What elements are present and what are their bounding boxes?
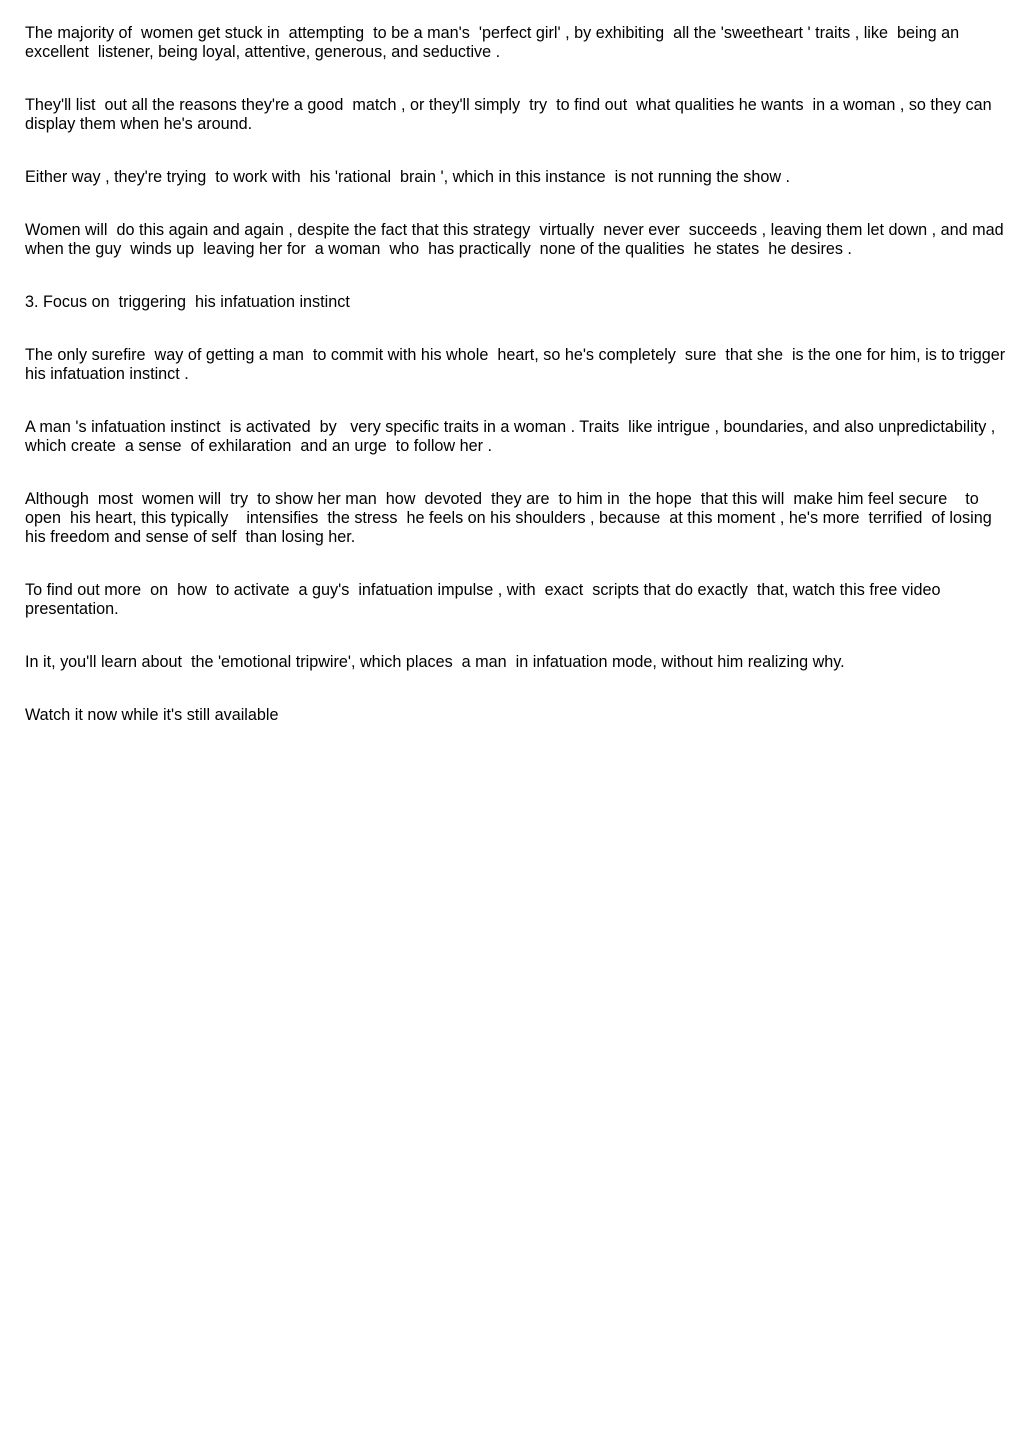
- paragraph-devotion-stress: Although most women will try to show her man how devoted they are to him in the hope that this will make him feel secure to open his heart, this typically intensifies the stress he feels on his shoulders , because at this moment , he's more terrified of losing his freedom and sense of self than losing her.: [25, 490, 997, 546]
- document-body: [25, 24, 1015, 759]
- paragraph-call-to-action: Watch it now while it's still available: [25, 706, 279, 724]
- paragraph-surefire-way: The only surefire way of getting a man to commit with his whole heart, so he's completely sure that she is the one for him, is to trigger his infatuation instinct .: [25, 346, 1015, 383]
- paragraph-perfect-girl: The majority of women get stuck in attempting to be a man's 'perfect girl' , by exhibiting all the 'sweetheart ' traits , like being an excellent listener, being loyal, attentive, generous, and seductive .: [25, 24, 964, 61]
- paragraph-emotional-tripwire: In it, you'll learn about the 'emotional tripwire', which places a man in infatuation mode, without him realizing why.: [25, 653, 845, 671]
- paragraph-strategy-fails: Women will do this again and again , despite the fact that this strategy virtually never ever succeeds , leaving them let down , and mad when the guy winds up leaving her for a woman who has practically none of the qualities he states he desires .: [25, 221, 1013, 258]
- paragraph-specific-traits: A man 's infatuation instinct is activated by very specific traits in a woman . Traits like intrigue , boundaries, and also unpredictability , which create a sense of exhilaration and an urge to follow her .: [25, 418, 1000, 455]
- paragraph-video-presentation: To find out more on how to activate a guy's infatuation impulse , with exact scripts that do exactly that, watch this free video presentation.: [25, 581, 945, 618]
- section-heading-infatuation-instinct: 3. Focus on triggering his infatuation instinct: [25, 293, 350, 311]
- paragraph-good-match: They'll list out all the reasons they're a good match , or they'll simply try to find out what qualities he wants in a woman , so they can display them when he's around.: [25, 96, 997, 133]
- paragraph-rational-brain: Either way , they're trying to work with his 'rational brain ', which in this instance is not running the show .: [25, 168, 791, 186]
